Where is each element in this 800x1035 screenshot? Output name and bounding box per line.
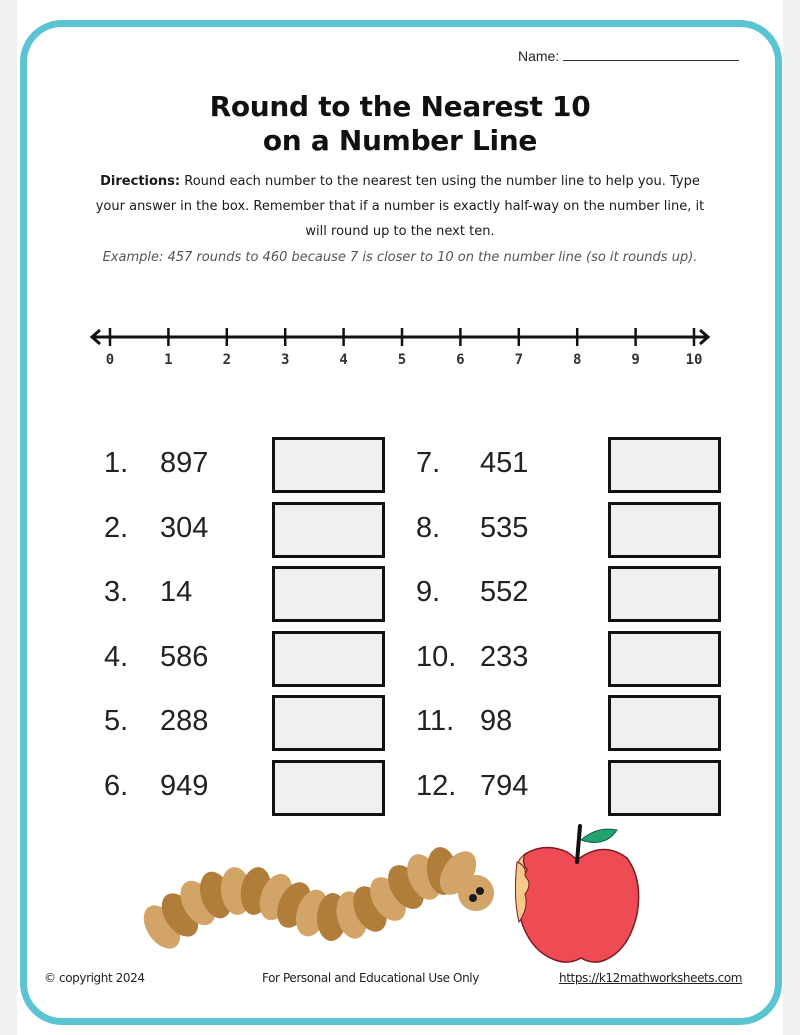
worm-illustration [140,845,500,950]
problem-value: 586 [160,641,209,673]
tick-label: 5 [397,352,407,368]
problem-row [416,760,723,816]
worm-icon [140,845,500,950]
problem-row [104,566,387,622]
problem-row [416,502,723,558]
tick-label: 9 [631,352,640,368]
problem-number: 9. [416,576,441,608]
answer-input[interactable] [272,631,385,687]
problem-value: 949 [160,770,209,802]
page-title [0,90,800,158]
answer-input[interactable] [272,760,385,816]
answer-input[interactable] [272,502,385,558]
problem-number: 12. [416,770,457,802]
tick-label: 6 [456,352,465,368]
website-link[interactable]: https://k12mathworksheets.com [559,971,743,985]
tick-label: 10 [685,352,703,368]
apple-icon [505,818,645,968]
problem-row [104,760,387,816]
problem-row [104,502,387,558]
problem-number: 4. [104,641,129,673]
copyright-text: © copyright 2024 [44,971,145,985]
problem-row [416,695,723,751]
tick-label: 1 [164,352,173,368]
bitten-apple-illustration [505,818,645,968]
tick-label: 4 [339,352,348,368]
answer-input[interactable] [608,631,721,687]
name-blank-line[interactable] [563,49,739,61]
name-label: Name: [518,48,560,64]
problem-row [104,437,387,493]
problem-number: 5. [104,705,129,737]
problem-value: 304 [160,512,209,544]
answer-input[interactable] [608,502,721,558]
title-line-2: on a Number Line [262,124,538,157]
title-line-1: Round to the Nearest 10 [209,90,591,123]
problem-row [416,437,723,493]
problem-row [416,566,723,622]
tick-label: 8 [572,352,582,368]
answer-input[interactable] [608,437,721,493]
problem-value: 535 [480,512,529,544]
answer-input[interactable] [608,566,721,622]
directions-body: Round each number to the nearest ten using the number line to help you. Type your answer in the box. Remember that if a number is exactly half-way on the number line, it will round up to the next ten. [95,174,705,239]
tick-label: 7 [514,352,524,368]
problem-value: 552 [480,576,529,608]
problem-number: 2. [104,512,129,544]
problem-value: 288 [160,705,209,737]
directions-text [90,169,710,244]
problem-value: 98 [480,705,513,737]
directions-label: Directions: [100,174,181,189]
answer-input[interactable] [608,695,721,751]
tick-label: 0 [105,352,115,368]
answer-input[interactable] [272,695,385,751]
problem-value: 233 [480,641,529,673]
problem-row [104,631,387,687]
problem-number: 6. [104,770,129,802]
problem-value: 451 [480,447,529,479]
tick-label: 3 [280,352,290,368]
example-text: Example: 457 rounds to 460 because 7 is closer to 10 on the number line (so it rounds up). [102,250,698,265]
problem-number: 11. [416,705,455,737]
number-line [88,320,714,370]
problem-number: 1. [104,447,129,479]
problem-row [104,695,387,751]
problem-number: 7. [416,447,441,479]
answer-input[interactable] [608,760,721,816]
name-field[interactable] [518,48,739,64]
worm-eye-icon [469,894,477,902]
problem-number: 8. [416,512,441,544]
problem-number: 3. [104,576,129,608]
usage-notice: For Personal and Educational Use Only [262,971,479,985]
worm-eye-icon [476,887,484,895]
problem-number: 10. [416,641,457,673]
problem-row [416,631,723,687]
problem-value: 14 [160,576,193,608]
answer-input[interactable] [272,437,385,493]
problem-value: 794 [480,770,529,802]
problem-value: 897 [160,447,209,479]
answer-input[interactable] [272,566,385,622]
tick-label: 2 [222,352,232,368]
